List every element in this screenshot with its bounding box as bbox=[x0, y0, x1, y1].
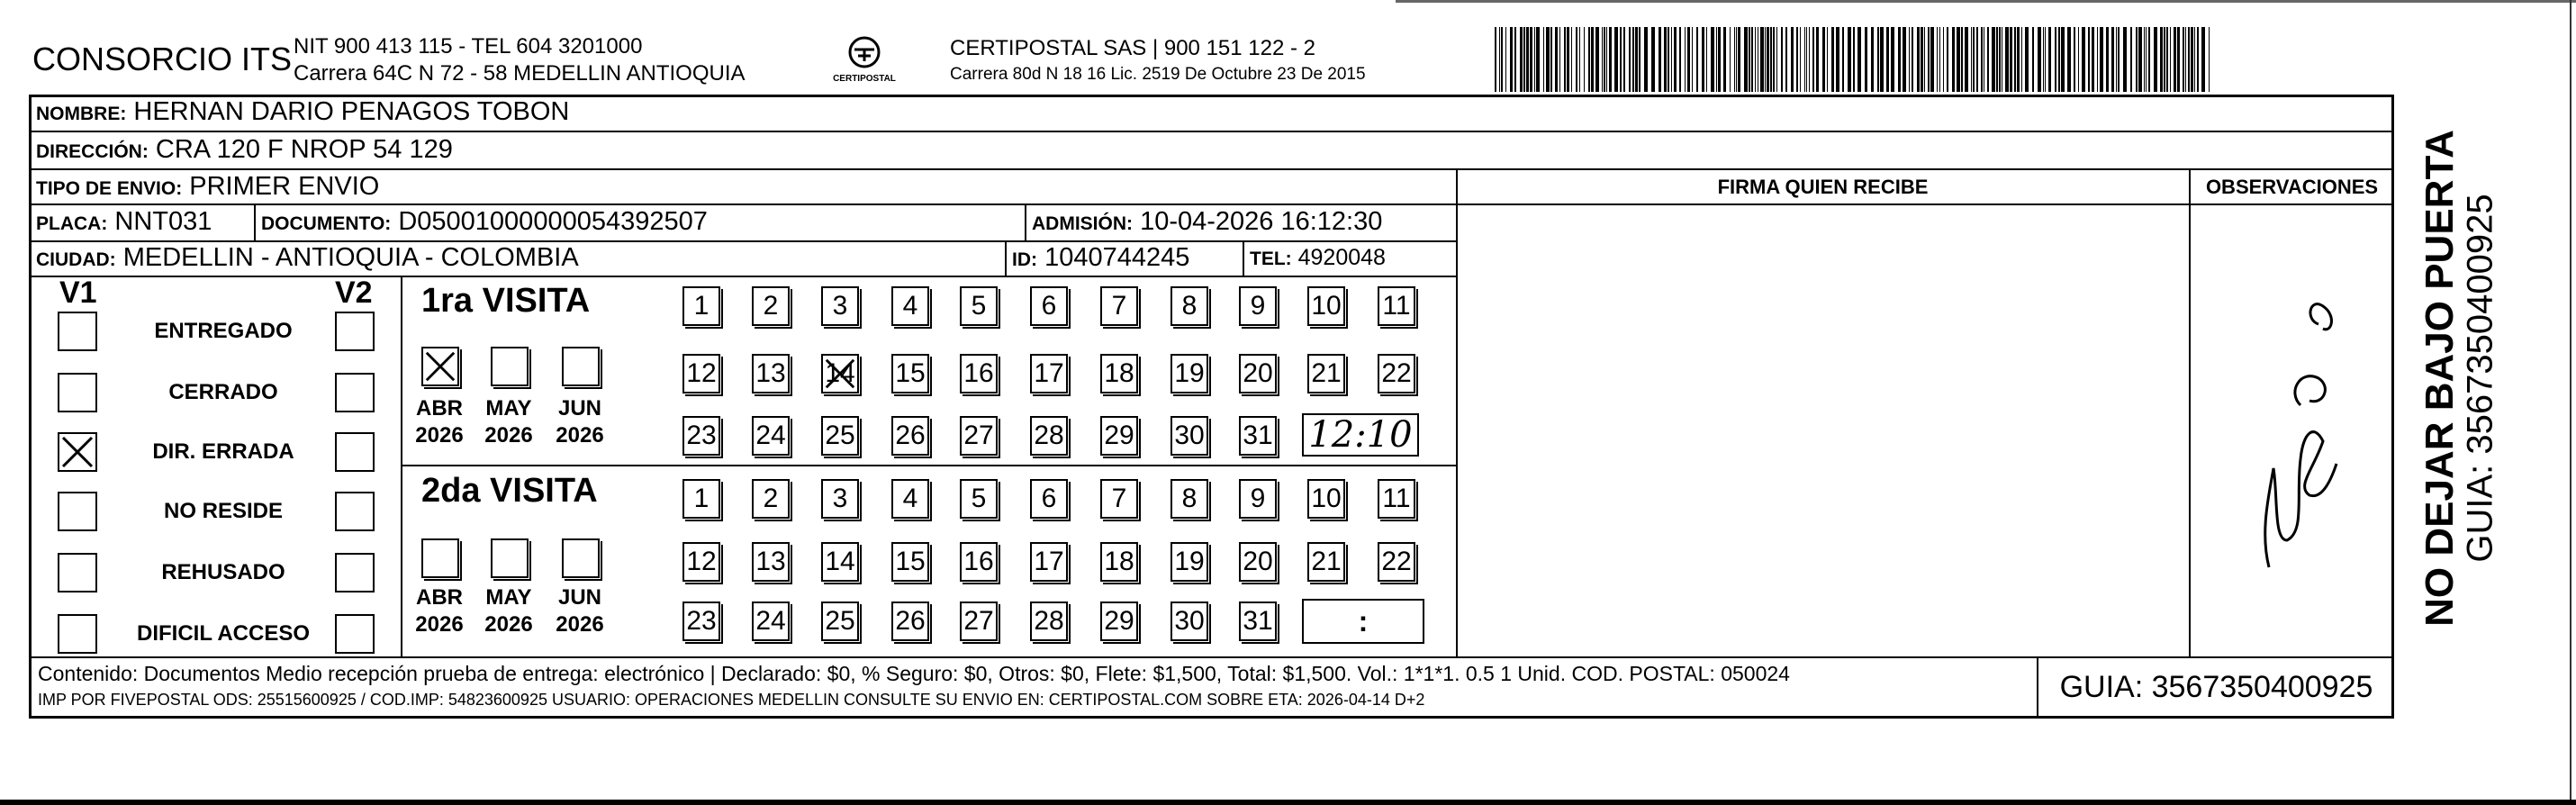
side-guia-text: GUIA: 3567350400925 bbox=[2460, 194, 2500, 563]
first-visit-day-box[interactable]: 3 bbox=[821, 286, 859, 326]
first-visit-day-box[interactable]: 17 bbox=[1030, 354, 1068, 393]
certipostal-logo-icon bbox=[833, 34, 896, 88]
admision-label: ADMISIÓN: bbox=[1032, 213, 1133, 234]
second-visit-day-box[interactable]: 22 bbox=[1378, 542, 1415, 582]
second-visit-day-box[interactable]: 5 bbox=[960, 479, 998, 519]
second-visit-day-box[interactable]: 27 bbox=[960, 601, 998, 641]
tel-value: 4920048 bbox=[1297, 245, 1386, 270]
status-v2-checkbox[interactable] bbox=[335, 373, 375, 412]
status-v1-checkbox[interactable] bbox=[58, 373, 97, 412]
status-v1-checkbox[interactable] bbox=[58, 432, 97, 472]
documento-row bbox=[261, 207, 708, 237]
scan-border-top bbox=[1396, 0, 2576, 3]
first-visit-day-box[interactable]: 10 bbox=[1307, 286, 1345, 326]
first-visit-day-box[interactable]: 28 bbox=[1030, 416, 1068, 456]
placa-row bbox=[36, 207, 212, 237]
second-visit-title: 2da VISITA bbox=[421, 472, 598, 510]
first-visit-day-box[interactable]: 13 bbox=[752, 354, 790, 393]
second-visit-day-box[interactable]: 26 bbox=[891, 601, 929, 641]
second-visit-day-box[interactable]: 16 bbox=[960, 542, 998, 582]
status-v2-checkbox[interactable] bbox=[335, 614, 375, 654]
firma-header: FIRMA QUIEN RECIBE bbox=[1717, 176, 1929, 198]
tel-row bbox=[1250, 245, 1386, 271]
second-visit-month-checkbox[interactable] bbox=[562, 538, 600, 578]
status-label: DIFICIL ACCESO bbox=[136, 621, 310, 646]
second-visit-day-box[interactable]: 8 bbox=[1170, 479, 1208, 519]
ciudad-row bbox=[36, 243, 579, 273]
second-visit-day-box[interactable]: 10 bbox=[1307, 479, 1345, 519]
first-visit-day-box[interactable]: 25 bbox=[821, 416, 859, 456]
first-visit-month-label: ABR bbox=[416, 396, 463, 421]
footer-guia: GUIA: 3567350400925 bbox=[2059, 670, 2373, 704]
admision-row bbox=[1032, 207, 1382, 237]
first-visit-day-box[interactable]: 5 bbox=[960, 286, 998, 326]
second-visit-day-box[interactable]: 28 bbox=[1030, 601, 1068, 641]
first-visit-time-box[interactable]: 12:10 bbox=[1302, 413, 1419, 457]
nombre-value: HERNAN DARIO PENAGOS TOBON bbox=[133, 97, 570, 126]
second-visit-day-box[interactable]: 18 bbox=[1100, 542, 1138, 582]
first-visit-day-box[interactable]: 22 bbox=[1378, 354, 1415, 393]
second-visit-day-box[interactable]: 14 bbox=[821, 542, 859, 582]
first-visit-month-label: MAY bbox=[485, 396, 532, 421]
first-visit-day-box[interactable]: 2 bbox=[752, 286, 790, 326]
second-visit-day-box[interactable]: 21 bbox=[1307, 542, 1345, 582]
first-visit-day-box[interactable]: 12 bbox=[682, 354, 720, 393]
status-v2-checkbox[interactable] bbox=[335, 553, 375, 592]
second-visit-day-box[interactable]: 13 bbox=[752, 542, 790, 582]
v2-header: V2 bbox=[335, 276, 373, 310]
first-visit-month-checkbox[interactable] bbox=[491, 347, 529, 386]
contenido-text: Contenido: Documentos Medio recepción prueba de entrega: electrónico | Declarado: $0, % Seguro: $0, Otros: $0, Flete: $1,500, Total: $1,500. Vol.: 1*1*1. 0.5 1 Unid. COD. POSTAL: 050024 bbox=[38, 662, 1790, 685]
carrier-line: CERTIPOSTAL SAS | 900 151 122 - 2 bbox=[950, 36, 1315, 60]
second-visit-day-box[interactable]: 31 bbox=[1239, 601, 1277, 641]
first-visit-day-box[interactable]: 31 bbox=[1239, 416, 1277, 456]
barcode bbox=[1495, 27, 2215, 92]
no-dejar-text: NO DEJAR BAJO PUERTA bbox=[2418, 130, 2462, 627]
status-v1-checkbox[interactable] bbox=[58, 614, 97, 654]
id-label: ID: bbox=[1012, 249, 1037, 270]
tipo-label: TIPO DE ENVIO: bbox=[36, 178, 183, 199]
first-visit-year-label: 2026 bbox=[556, 423, 604, 448]
status-label: CERRADO bbox=[168, 380, 278, 404]
first-visit-day-box[interactable]: 20 bbox=[1239, 354, 1277, 393]
placa-value: NNT031 bbox=[114, 207, 212, 236]
status-label: REHUSADO bbox=[161, 560, 285, 584]
second-visit-day-box[interactable]: 15 bbox=[891, 542, 929, 582]
status-v2-checkbox[interactable] bbox=[335, 432, 375, 472]
nit-line: NIT 900 413 115 - TEL 604 3201000 bbox=[294, 34, 643, 59]
second-visit-day-box[interactable]: 9 bbox=[1239, 479, 1277, 519]
id-row bbox=[1012, 243, 1189, 273]
check-x-icon bbox=[423, 348, 457, 384]
status-v2-checkbox[interactable] bbox=[335, 312, 375, 351]
check-x-icon bbox=[823, 356, 857, 392]
second-visit-day-box[interactable]: 6 bbox=[1030, 479, 1068, 519]
second-visit-month-label: MAY bbox=[485, 585, 532, 610]
status-v2-checkbox[interactable] bbox=[335, 492, 375, 531]
second-visit-day-box[interactable]: 23 bbox=[682, 601, 720, 641]
second-visit-day-box[interactable]: 19 bbox=[1170, 542, 1208, 582]
second-visit-time-box[interactable]: : bbox=[1302, 599, 1424, 644]
check-x-icon bbox=[59, 434, 95, 470]
second-visit-day-box[interactable]: 20 bbox=[1239, 542, 1277, 582]
nombre-row bbox=[36, 97, 569, 127]
barcode-icon bbox=[1495, 27, 2215, 92]
first-visit-day-box[interactable]: 7 bbox=[1100, 286, 1138, 326]
first-visit-day-box[interactable]: 27 bbox=[960, 416, 998, 456]
first-visit-month-checkbox[interactable] bbox=[421, 347, 459, 386]
placa-label: PLACA: bbox=[36, 213, 108, 234]
second-visit-day-box[interactable]: 4 bbox=[891, 479, 929, 519]
imp-text: IMP POR FIVEPOSTAL ODS: 25515600925 / COD.IMP: 54823600925 USUARIO: OPERACIONES MEDELLIN CONSULTE SU ENVIO EN: CERTIPOSTAL.COM SOBRE ETA: 2026-04-14 D+2 bbox=[38, 691, 1425, 709]
first-visit-year-label: 2026 bbox=[415, 423, 464, 448]
direccion-label: DIRECCIÓN: bbox=[36, 141, 149, 162]
ciudad-value: MEDELLIN - ANTIOQUIA - COLOMBIA bbox=[122, 243, 579, 272]
first-visit-day-box[interactable]: 16 bbox=[960, 354, 998, 393]
scan-border-bottom bbox=[0, 800, 2576, 805]
first-visit-day-box[interactable]: 15 bbox=[891, 354, 929, 393]
first-visit-day-box[interactable]: 23 bbox=[682, 416, 720, 456]
second-visit-month-label: JUN bbox=[557, 585, 601, 610]
first-visit-month-label: JUN bbox=[557, 396, 601, 421]
second-visit-year-label: 2026 bbox=[484, 612, 533, 637]
v1-header: V1 bbox=[59, 276, 97, 310]
signature-icon bbox=[2233, 270, 2368, 603]
second-visit-day-box[interactable]: 11 bbox=[1378, 479, 1415, 519]
documento-value: D05001000000054392507 bbox=[398, 207, 708, 236]
second-visit-month-label: ABR bbox=[416, 585, 463, 610]
first-visit-day-box[interactable]: 26 bbox=[891, 416, 929, 456]
second-visit-day-box[interactable]: 30 bbox=[1170, 601, 1208, 641]
second-visit-year-label: 2026 bbox=[415, 612, 464, 637]
status-label: DIR. ERRADA bbox=[152, 439, 294, 464]
direccion-value: CRA 120 F NROP 54 129 bbox=[155, 135, 453, 164]
scan-border-right bbox=[2570, 0, 2571, 800]
company-name: CONSORCIO ITS bbox=[32, 41, 293, 77]
address-line: Carrera 64C N 72 - 58 MEDELLIN ANTIOQUIA bbox=[294, 61, 746, 86]
second-visit-day-box[interactable]: 17 bbox=[1030, 542, 1068, 582]
first-visit-day-box[interactable]: 30 bbox=[1170, 416, 1208, 456]
first-visit-day-box[interactable]: 14 bbox=[821, 354, 859, 393]
status-label: ENTREGADO bbox=[154, 319, 293, 343]
second-visit-day-box[interactable]: 1 bbox=[682, 479, 720, 519]
second-visit-day-box[interactable]: 24 bbox=[752, 601, 790, 641]
first-visit-title: 1ra VISITA bbox=[421, 282, 591, 320]
second-visit-month-checkbox[interactable] bbox=[421, 538, 459, 578]
second-visit-year-label: 2026 bbox=[556, 612, 604, 637]
handwritten-signature bbox=[2233, 270, 2368, 603]
second-visit-day-box[interactable]: 2 bbox=[752, 479, 790, 519]
admision-value: 10-04-2026 16:12:30 bbox=[1140, 207, 1383, 236]
first-visit-day-box[interactable]: 6 bbox=[1030, 286, 1068, 326]
second-visit-day-box[interactable]: 12 bbox=[682, 542, 720, 582]
first-visit-day-box[interactable]: 18 bbox=[1100, 354, 1138, 393]
certipostal-logo bbox=[833, 34, 896, 88]
first-visit-day-box[interactable]: 9 bbox=[1239, 286, 1277, 326]
status-v1-checkbox[interactable] bbox=[58, 492, 97, 531]
status-label: NO RESIDE bbox=[163, 499, 284, 523]
direccion-row bbox=[36, 135, 453, 165]
tipo-value: PRIMER ENVIO bbox=[189, 172, 380, 201]
tipo-row bbox=[36, 172, 379, 202]
tel-label: TEL: bbox=[1250, 249, 1292, 269]
second-visit-month-checkbox[interactable] bbox=[491, 538, 529, 578]
first-visit-day-box[interactable]: 24 bbox=[752, 416, 790, 456]
second-visit-day-box[interactable]: 7 bbox=[1100, 479, 1138, 519]
first-visit-day-box[interactable]: 8 bbox=[1170, 286, 1208, 326]
nombre-label: NOMBRE: bbox=[36, 104, 127, 124]
ciudad-label: CIUDAD: bbox=[36, 249, 116, 270]
second-visit-day-box[interactable]: 25 bbox=[821, 601, 859, 641]
first-visit-day-box[interactable]: 11 bbox=[1378, 286, 1415, 326]
first-visit-month-checkbox[interactable] bbox=[562, 347, 600, 386]
status-v1-checkbox[interactable] bbox=[58, 553, 97, 592]
first-visit-day-box[interactable]: 4 bbox=[891, 286, 929, 326]
documento-label: DOCUMENTO: bbox=[261, 213, 392, 234]
second-visit-day-box[interactable]: 3 bbox=[821, 479, 859, 519]
carrier-address: Carrera 80d N 18 16 Lic. 2519 De Octubre 23 De 2015 bbox=[950, 65, 1366, 84]
svg-text:CERTIPOSTAL: CERTIPOSTAL bbox=[833, 74, 896, 84]
second-visit-day-box[interactable]: 29 bbox=[1100, 601, 1138, 641]
first-visit-day-box[interactable]: 21 bbox=[1307, 354, 1345, 393]
id-value: 1040744245 bbox=[1044, 243, 1190, 272]
first-visit-day-box[interactable]: 1 bbox=[682, 286, 720, 326]
status-v1-checkbox[interactable] bbox=[58, 312, 97, 351]
observaciones-header: OBSERVACIONES bbox=[2205, 176, 2379, 198]
first-visit-day-box[interactable]: 19 bbox=[1170, 354, 1208, 393]
first-visit-year-label: 2026 bbox=[484, 423, 533, 448]
first-visit-day-box[interactable]: 29 bbox=[1100, 416, 1138, 456]
